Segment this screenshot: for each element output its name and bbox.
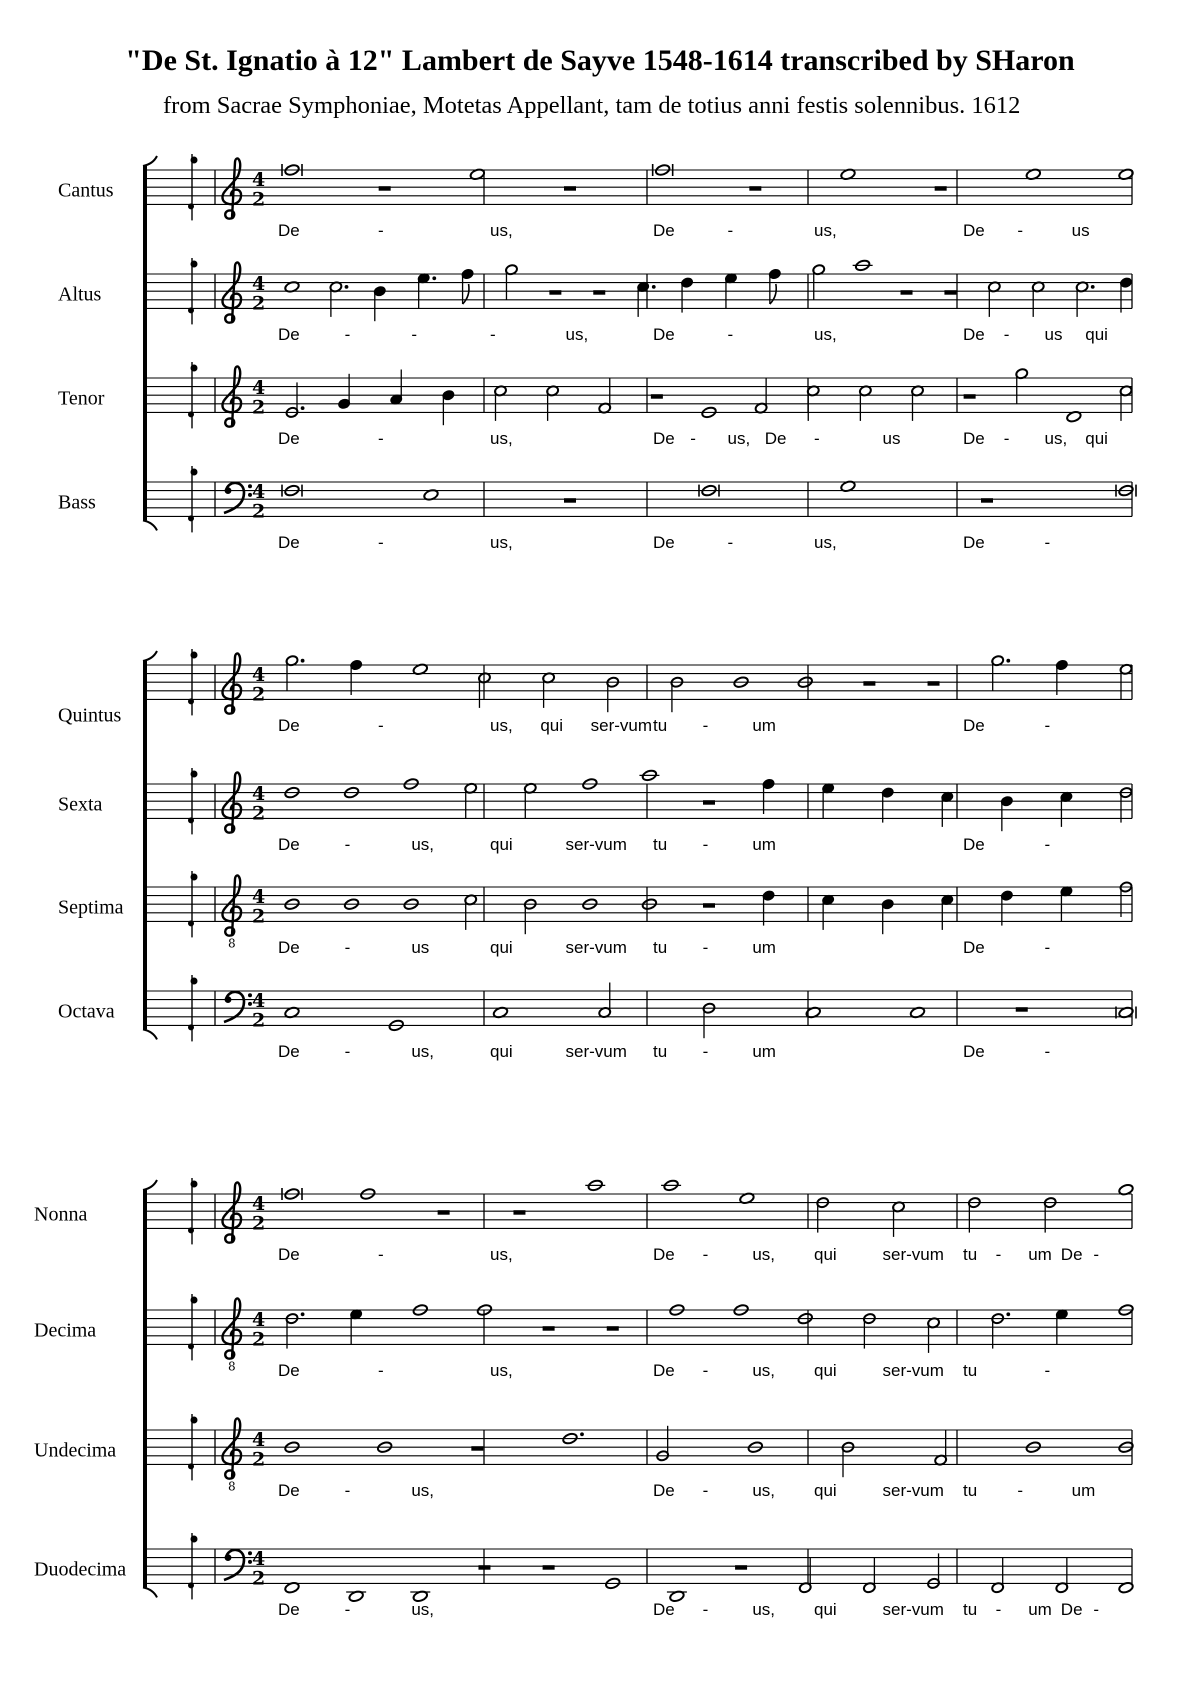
lyric-syllable: De	[653, 325, 675, 344]
time-sig-top: 4	[252, 273, 266, 296]
time-sig-top: 4	[252, 1309, 266, 1332]
lyric-syllable: De	[278, 221, 300, 240]
lyric-syllable: ser-vum	[882, 1481, 944, 1500]
time-sig-bottom: 2	[252, 683, 266, 706]
incipit-mark	[191, 157, 198, 164]
time-sig-bottom: 2	[252, 1212, 266, 1235]
lyric-syllable: ser-vum	[882, 1361, 944, 1380]
lyric-syllable: De	[278, 1600, 300, 1619]
rest-mark	[607, 1326, 619, 1331]
lyric-syllable: -	[378, 716, 384, 735]
bass-clef-dot	[248, 484, 252, 488]
lyric-syllable: us,	[752, 1600, 776, 1619]
lyric-syllable: De	[963, 716, 985, 735]
note-dot	[580, 1432, 584, 1436]
note-dot	[1006, 1312, 1010, 1316]
incipit-mark	[191, 978, 198, 985]
lyric-syllable: De	[278, 938, 300, 957]
lyric-syllable: De	[278, 716, 300, 735]
bass-clef-dot	[248, 1551, 252, 1555]
rest-mark	[703, 800, 715, 805]
incipit-mark	[191, 1181, 198, 1188]
note-dot	[1006, 659, 1010, 663]
rest-mark	[928, 681, 940, 686]
lyric-syllable: De	[963, 1042, 985, 1061]
lyric-syllable: us,	[490, 429, 513, 448]
lyric-syllable: qui	[1085, 429, 1108, 448]
treble-clef	[222, 366, 241, 426]
voice-name: Undecima	[34, 1439, 117, 1462]
bracket-hook	[143, 1029, 157, 1039]
lyric-syllable: us,	[1044, 429, 1068, 448]
rest-mark	[543, 1565, 555, 1570]
time-sig-top: 4	[252, 1429, 266, 1452]
incipit-mark	[188, 515, 194, 521]
rest-mark	[901, 290, 913, 295]
lyric-syllable: -	[411, 325, 418, 344]
lyric-syllable: us	[1071, 221, 1090, 240]
note-dot	[432, 276, 436, 280]
staff-duodecima	[34, 1533, 1132, 1619]
lyric-syllable: us,	[752, 1361, 776, 1380]
lyric-syllable: ser-vum	[565, 1042, 627, 1061]
time-sig-bottom: 2	[252, 292, 266, 315]
treble-clef	[222, 1298, 241, 1358]
lyric-syllable: -	[727, 533, 734, 552]
lyric-syllable: -	[344, 325, 351, 344]
rest-mark	[935, 186, 947, 191]
octave-eight: 8	[228, 1479, 236, 1494]
incipit-mark	[191, 771, 198, 778]
lyric-syllable: qui	[814, 1245, 837, 1264]
bass-clef-dot	[225, 487, 232, 494]
lyric-syllable: De	[653, 533, 675, 552]
lyric-syllable: qui	[490, 938, 513, 957]
lyric-syllable: -	[378, 533, 384, 552]
lyric-syllable: ser-vum	[882, 1245, 944, 1264]
lyric-syllable: De	[653, 1600, 675, 1619]
time-sig-bottom: 2	[252, 802, 266, 825]
staff-decima	[34, 1294, 1132, 1380]
incipit-mark	[188, 698, 194, 704]
voice-name: Quintus	[58, 704, 122, 727]
lyric-syllable: -	[1003, 429, 1010, 448]
lyric-syllable: -	[727, 325, 734, 344]
lyric-syllable: qui	[540, 716, 564, 735]
treble-clef	[222, 875, 241, 935]
note-dot	[301, 406, 305, 410]
lyric-syllable: -	[995, 1600, 1002, 1619]
time-sig-bottom: 2	[252, 1009, 266, 1032]
lyric-syllable: De	[963, 835, 985, 854]
time-sig-bottom: 2	[252, 396, 266, 419]
lyric-syllable: us,	[490, 533, 513, 552]
rest-mark	[564, 498, 576, 503]
note-dot	[1091, 285, 1095, 289]
rest-mark	[543, 1326, 555, 1331]
lyric-syllable: -	[344, 938, 351, 957]
note-flag	[770, 284, 776, 304]
voice-name: Duodecima	[34, 1558, 127, 1581]
treble-clef	[222, 1418, 241, 1478]
lyric-syllable: De	[278, 325, 300, 344]
lyric-syllable: -	[727, 221, 734, 240]
lyric-syllable: us	[882, 429, 901, 448]
time-sig-top: 4	[252, 377, 266, 400]
bracket-hook	[143, 651, 157, 661]
lyric-syllable: us	[1044, 325, 1063, 344]
staff-septima	[58, 871, 1132, 957]
lyric-syllable: -	[702, 1361, 709, 1380]
voice-name: Tenor	[58, 387, 105, 410]
lyric-syllable: um	[752, 1042, 776, 1061]
incipit-mark	[188, 1463, 194, 1469]
rest-mark	[478, 1565, 490, 1570]
lyric-syllable: us,	[490, 716, 513, 735]
lyric-syllable: ser-vum	[565, 938, 627, 957]
lyric-syllable: us,	[727, 429, 751, 448]
bass-clef-dot	[225, 1554, 232, 1561]
time-sig-bottom: 2	[252, 1567, 266, 1590]
lyric-syllable: um	[752, 938, 776, 957]
lyric-syllable: us,	[411, 1600, 435, 1619]
lyric-syllable: De	[653, 1361, 675, 1380]
lyric-syllable: -	[702, 1600, 709, 1619]
lyric-syllable: ser-vum	[882, 1600, 944, 1619]
lyric-syllable: -	[1044, 835, 1051, 854]
time-sig-bottom: 2	[252, 188, 266, 211]
lyric-syllable: -	[490, 325, 496, 344]
incipit-mark	[188, 307, 194, 313]
lyric-syllable: qui	[814, 1600, 837, 1619]
lyric-syllable: ser-vum	[565, 835, 627, 854]
lyric-syllable: De	[1060, 1600, 1083, 1619]
time-sig-bottom: 2	[252, 1448, 266, 1471]
treble-clef	[222, 653, 241, 713]
incipit-mark	[191, 365, 198, 372]
voice-name: Decima	[34, 1319, 97, 1342]
lyric-syllable: De	[963, 221, 985, 240]
time-sig-bottom: 2	[252, 1328, 266, 1351]
rest-mark	[703, 903, 715, 908]
lyric-syllable: tu	[963, 1600, 978, 1619]
lyric-syllable: ser-vum	[590, 716, 653, 735]
system-bracket	[143, 166, 147, 520]
lyric-syllable: tu	[653, 835, 668, 854]
octave-eight: 8	[228, 1359, 236, 1374]
lyric-syllable: um	[752, 716, 776, 735]
treble-clef	[222, 158, 241, 218]
rest-mark	[549, 290, 561, 295]
rest-mark	[964, 394, 976, 399]
lyric-syllable: -	[1044, 938, 1051, 957]
time-sig-top: 4	[252, 990, 266, 1013]
lyric-syllable: -	[814, 429, 820, 448]
rest-mark	[513, 1210, 525, 1215]
incipit-mark	[188, 1227, 194, 1233]
lyric-syllable: -	[344, 835, 351, 854]
score-subtitle: from Sacrae Symphoniae, Motetas Appellant, tam de totius anni festis solennibus. 1612	[163, 92, 1021, 119]
lyric-syllable: -	[1093, 1600, 1100, 1619]
lyric-syllable: qui	[490, 835, 513, 854]
incipit-mark	[191, 1417, 198, 1424]
lyric-syllable: qui	[814, 1361, 837, 1380]
lyric-syllable: tu	[653, 716, 668, 735]
lyric-syllable: De	[653, 1245, 675, 1264]
time-sig-top: 4	[252, 783, 266, 806]
incipit-mark	[191, 874, 198, 881]
lyric-syllable: De	[278, 1481, 300, 1500]
rest-mark	[471, 1446, 483, 1451]
incipit-mark	[188, 1024, 194, 1030]
rest-mark	[863, 681, 875, 686]
lyric-syllable: -	[378, 429, 384, 448]
time-sig-top: 4	[252, 886, 266, 909]
voice-name: Nonna	[34, 1203, 88, 1226]
lyric-syllable: us,	[814, 325, 837, 344]
time-sig-top: 4	[252, 481, 266, 504]
lyric-syllable: um	[1028, 1245, 1052, 1264]
lyric-syllable: -	[702, 1042, 709, 1061]
note-flag	[463, 284, 469, 304]
rest-mark	[593, 290, 605, 295]
lyric-syllable: -	[1044, 1361, 1051, 1380]
voice-name: Altus	[58, 283, 102, 306]
lyric-syllable: De	[278, 1361, 300, 1380]
lyric-syllable: De	[653, 221, 675, 240]
incipit-mark	[188, 1582, 194, 1588]
lyric-syllable: -	[344, 1600, 351, 1619]
lyric-syllable: De	[963, 533, 985, 552]
time-sig-top: 4	[252, 169, 266, 192]
bass-clef-dot	[248, 993, 252, 997]
lyric-syllable: qui	[1085, 325, 1108, 344]
lyric-syllable: -	[344, 1042, 351, 1061]
note-dot	[301, 659, 305, 663]
incipit-mark	[188, 920, 194, 926]
voice-name: Bass	[58, 491, 96, 514]
lyric-syllable: De	[963, 429, 985, 448]
system-bracket	[143, 661, 147, 1029]
lyric-syllable: us,	[490, 1361, 513, 1380]
rest-mark	[1016, 1007, 1028, 1012]
treble-clef	[222, 772, 241, 832]
lyric-syllable: -	[702, 835, 709, 854]
lyric-syllable: qui	[814, 1481, 837, 1500]
time-sig-top: 4	[252, 1193, 266, 1216]
note-dot	[301, 1312, 305, 1316]
lyric-syllable: De	[278, 429, 300, 448]
incipit-mark	[188, 1343, 194, 1349]
lyric-syllable: -	[378, 1361, 384, 1380]
lyric-syllable: -	[702, 1481, 709, 1500]
lyric-syllable: us,	[411, 1042, 435, 1061]
time-sig-top: 4	[252, 1548, 266, 1571]
lyric-syllable: tu	[963, 1245, 978, 1264]
lyric-syllable: De	[653, 1481, 675, 1500]
lyric-syllable: tu	[653, 938, 668, 957]
lyric-syllable: us,	[565, 325, 589, 344]
voice-name: Sexta	[58, 793, 103, 816]
rest-mark	[981, 498, 993, 503]
lyric-syllable: -	[690, 429, 696, 448]
lyric-syllable: um	[752, 835, 776, 854]
lyric-syllable: De	[963, 325, 985, 344]
rest-mark	[944, 290, 956, 295]
bracket-hook	[143, 1180, 157, 1190]
treble-clef	[222, 1182, 241, 1242]
lyric-syllable: -	[702, 1245, 709, 1264]
lyric-syllable: tu	[653, 1042, 668, 1061]
note-dot	[652, 285, 656, 289]
lyric-syllable: -	[702, 938, 709, 957]
staff-altus	[58, 258, 1132, 344]
lyric-syllable: us,	[752, 1245, 776, 1264]
bracket-hook	[143, 156, 157, 166]
lyric-syllable: tu	[963, 1361, 978, 1380]
lyric-syllable: us,	[490, 221, 513, 240]
lyric-syllable: -	[1044, 716, 1051, 735]
bass-clef-dot	[248, 1560, 252, 1564]
voice-name: Septima	[58, 896, 124, 919]
lyric-syllable: -	[1093, 1245, 1100, 1264]
lyric-syllable: -	[378, 221, 384, 240]
lyric-syllable: De	[278, 835, 300, 854]
staff-tenor	[58, 362, 1132, 448]
lyric-syllable: us,	[411, 835, 435, 854]
lyric-syllable: -	[1017, 1481, 1024, 1500]
time-sig-bottom: 2	[252, 500, 266, 523]
treble-clef	[222, 262, 241, 322]
rest-mark	[438, 1210, 450, 1215]
lyric-syllable: -	[1044, 1042, 1051, 1061]
lyric-syllable: us,	[752, 1481, 776, 1500]
note-dot	[345, 285, 349, 289]
lyric-syllable: De	[963, 938, 985, 957]
staff-quintus	[58, 649, 1132, 735]
lyric-syllable: -	[995, 1245, 1002, 1264]
lyric-syllable: De	[764, 429, 787, 448]
incipit-mark	[188, 203, 194, 209]
rest-mark	[564, 186, 576, 191]
lyric-syllable: us	[411, 938, 430, 957]
lyric-syllable: -	[1017, 221, 1024, 240]
staff-undecima	[34, 1414, 1132, 1500]
lyric-syllable: De	[653, 429, 675, 448]
time-sig-top: 4	[252, 664, 266, 687]
lyric-syllable: De	[278, 533, 300, 552]
score-title: "De St. Ignatio à 12" Lambert de Sayve 1548-1614 transcribed by SHaron	[125, 44, 1075, 77]
octave-eight: 8	[228, 936, 236, 951]
incipit-mark	[191, 261, 198, 268]
staff-bass	[58, 466, 1132, 552]
incipit-mark	[191, 1536, 198, 1543]
incipit-mark	[188, 817, 194, 823]
bass-clef-dot	[248, 493, 252, 497]
staff-octava	[58, 975, 1132, 1061]
staff-nonna	[34, 1178, 1132, 1264]
staff-cantus	[58, 154, 1132, 240]
bass-clef-dot	[225, 996, 232, 1003]
lyric-syllable: De	[1060, 1245, 1083, 1264]
incipit-mark	[188, 411, 194, 417]
lyric-syllable: us,	[814, 221, 837, 240]
lyric-syllable: um	[1071, 1481, 1096, 1500]
lyric-syllable: us,	[411, 1481, 435, 1500]
bass-clef-dot	[248, 1002, 252, 1006]
system-bracket	[143, 1190, 147, 1587]
time-sig-bottom: 2	[252, 905, 266, 928]
lyric-syllable: De	[278, 1245, 300, 1264]
lyric-syllable: -	[1003, 325, 1010, 344]
lyric-syllable: um	[1028, 1600, 1052, 1619]
lyric-syllable: De	[278, 1042, 300, 1061]
incipit-mark	[191, 652, 198, 659]
rest-mark	[749, 186, 761, 191]
incipit-mark	[191, 1297, 198, 1304]
lyric-syllable: us,	[490, 1245, 513, 1264]
lyric-syllable: tu	[963, 1481, 978, 1500]
bracket-hook	[143, 520, 157, 530]
lyric-syllable: qui	[490, 1042, 513, 1061]
lyric-syllable: us,	[814, 533, 837, 552]
rest-mark	[651, 394, 663, 399]
voice-name: Octava	[58, 1000, 115, 1023]
lyric-syllable: -	[344, 1481, 351, 1500]
rest-mark	[379, 186, 391, 191]
bracket-hook	[143, 1587, 157, 1597]
rest-mark	[735, 1565, 747, 1570]
incipit-mark	[191, 469, 198, 476]
lyric-syllable: -	[702, 716, 709, 735]
lyric-syllable: -	[1044, 533, 1051, 552]
lyric-syllable: -	[378, 1245, 384, 1264]
voice-name: Cantus	[58, 179, 114, 202]
